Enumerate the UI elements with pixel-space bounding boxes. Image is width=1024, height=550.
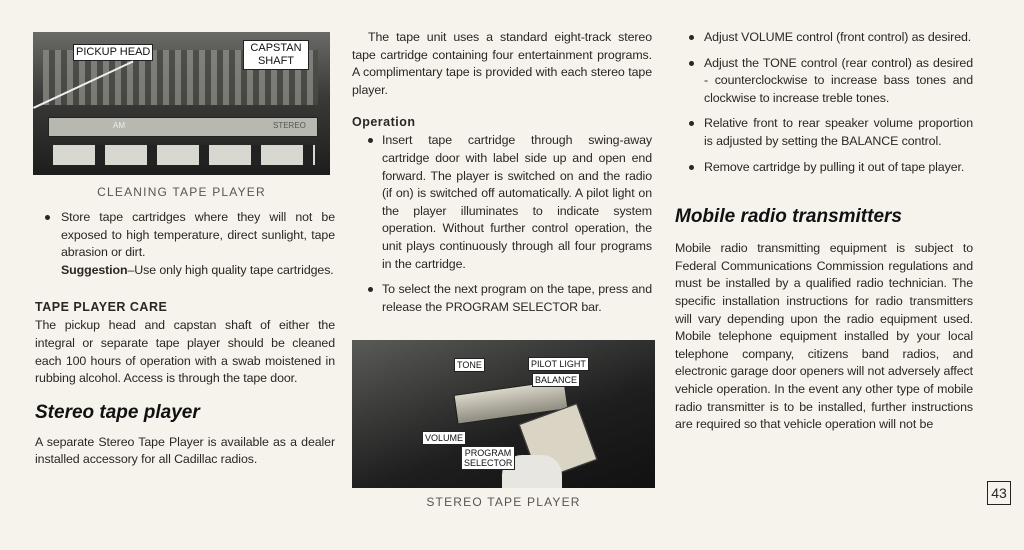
stereo-tape-player-photo xyxy=(352,340,655,488)
control-bullet: Adjust VOLUME control (front control) as desired. xyxy=(687,29,973,47)
label-pickup-head: PICKUP HEAD xyxy=(73,44,153,61)
suggestion-label: Suggestion xyxy=(61,262,128,277)
column-2 xyxy=(352,29,652,316)
operation-heading: Operation xyxy=(352,115,416,130)
tape-player-care-text: The pickup head and capstan shaft of either the integral or separate tape player should be cleaned each 100 hours of operation with a swab moistened in rubbing alcohol. Access is through the tape door. xyxy=(35,318,335,386)
label-program-selector: PROGRAM SELECTOR xyxy=(461,446,515,470)
preset-buttons xyxy=(53,145,315,165)
stereo-tape-player-text: A separate Stereo Tape Player is available as a dealer installed accessory for all Cadillac radios. xyxy=(35,434,335,467)
label-capstan-shaft: CAPSTAN SHAFT xyxy=(243,40,309,70)
page-number: 43 xyxy=(987,481,1011,505)
intro-text: The tape unit uses a standard eight-track stereo tape cartridge containing four entertainment programs. A complimentary tape is provided with each stereo tape player. xyxy=(352,30,652,97)
control-bullet: Relative front to rear speaker volume proportion is adjusted by setting the BALANCE control. xyxy=(687,115,973,150)
operation-bullet: To select the next program on the tape, press and release the PROGRAM SELECTOR bar. xyxy=(366,281,652,316)
figure1-caption: CLEANING TAPE PLAYER xyxy=(97,185,266,199)
suggestion-text: –Use only high quality tape cartridges. xyxy=(127,262,334,277)
cleaning-tape-player-photo xyxy=(33,32,330,175)
bullet-store-cartridges xyxy=(43,209,335,279)
control-bullet: Adjust the TONE control (rear control) as desired - counterclockwise to increase bass tones and clockwise to increase treble tones. xyxy=(687,55,973,108)
panel-label-stereo: STEREO xyxy=(273,121,306,130)
figure2-caption: STEREO TAPE PLAYER xyxy=(426,495,581,509)
mobile-radio-heading: Mobile radio transmitters xyxy=(675,206,902,228)
stereo-tape-player-heading: Stereo tape player xyxy=(35,401,200,423)
tape-player-care-heading: TAPE PLAYER CARE xyxy=(35,300,168,315)
label-volume: VOLUME xyxy=(422,431,466,445)
panel-label-am: AM xyxy=(113,121,125,130)
mobile-radio-text: Mobile radio transmitting equipment is subject to Federal Communications Commission regulations and must be installed by a qualified radio technician. The specific installation instructions for radio transmitters will vary depending upon the radio equipment used. Mobile telephone equipment installed by your local telephone company, citizens band radios, and electronic garage door openers will not adversely affect vehicle operation. In the event any other type of mobile radio transmitter is to be installed, further instructions are required so that vehicle operation will not be xyxy=(675,241,973,432)
operation-bullet: Insert tape cartridge through swing-away cartridge door with label side up and open end forward. The player is switched on and the radio (if on) is switched off automatically. A pilot light on the player illuminates to indicate system operation. Without further control operation, the unit plays continuously through all four programs in the cartridge. xyxy=(366,132,652,273)
column-1 xyxy=(35,209,335,469)
label-pilot-light: PILOT LIGHT xyxy=(528,357,589,371)
label-tone: TONE xyxy=(454,358,485,372)
label-balance: BALANCE xyxy=(532,373,580,387)
column-3 xyxy=(675,29,973,434)
bullet-text: Store tape cartridges where they will not be exposed to high temperature, direct sunlight, tape abrasion or dirt. xyxy=(61,210,335,260)
control-bullet: Remove cartridge by pulling it out of tape player. xyxy=(687,159,973,177)
